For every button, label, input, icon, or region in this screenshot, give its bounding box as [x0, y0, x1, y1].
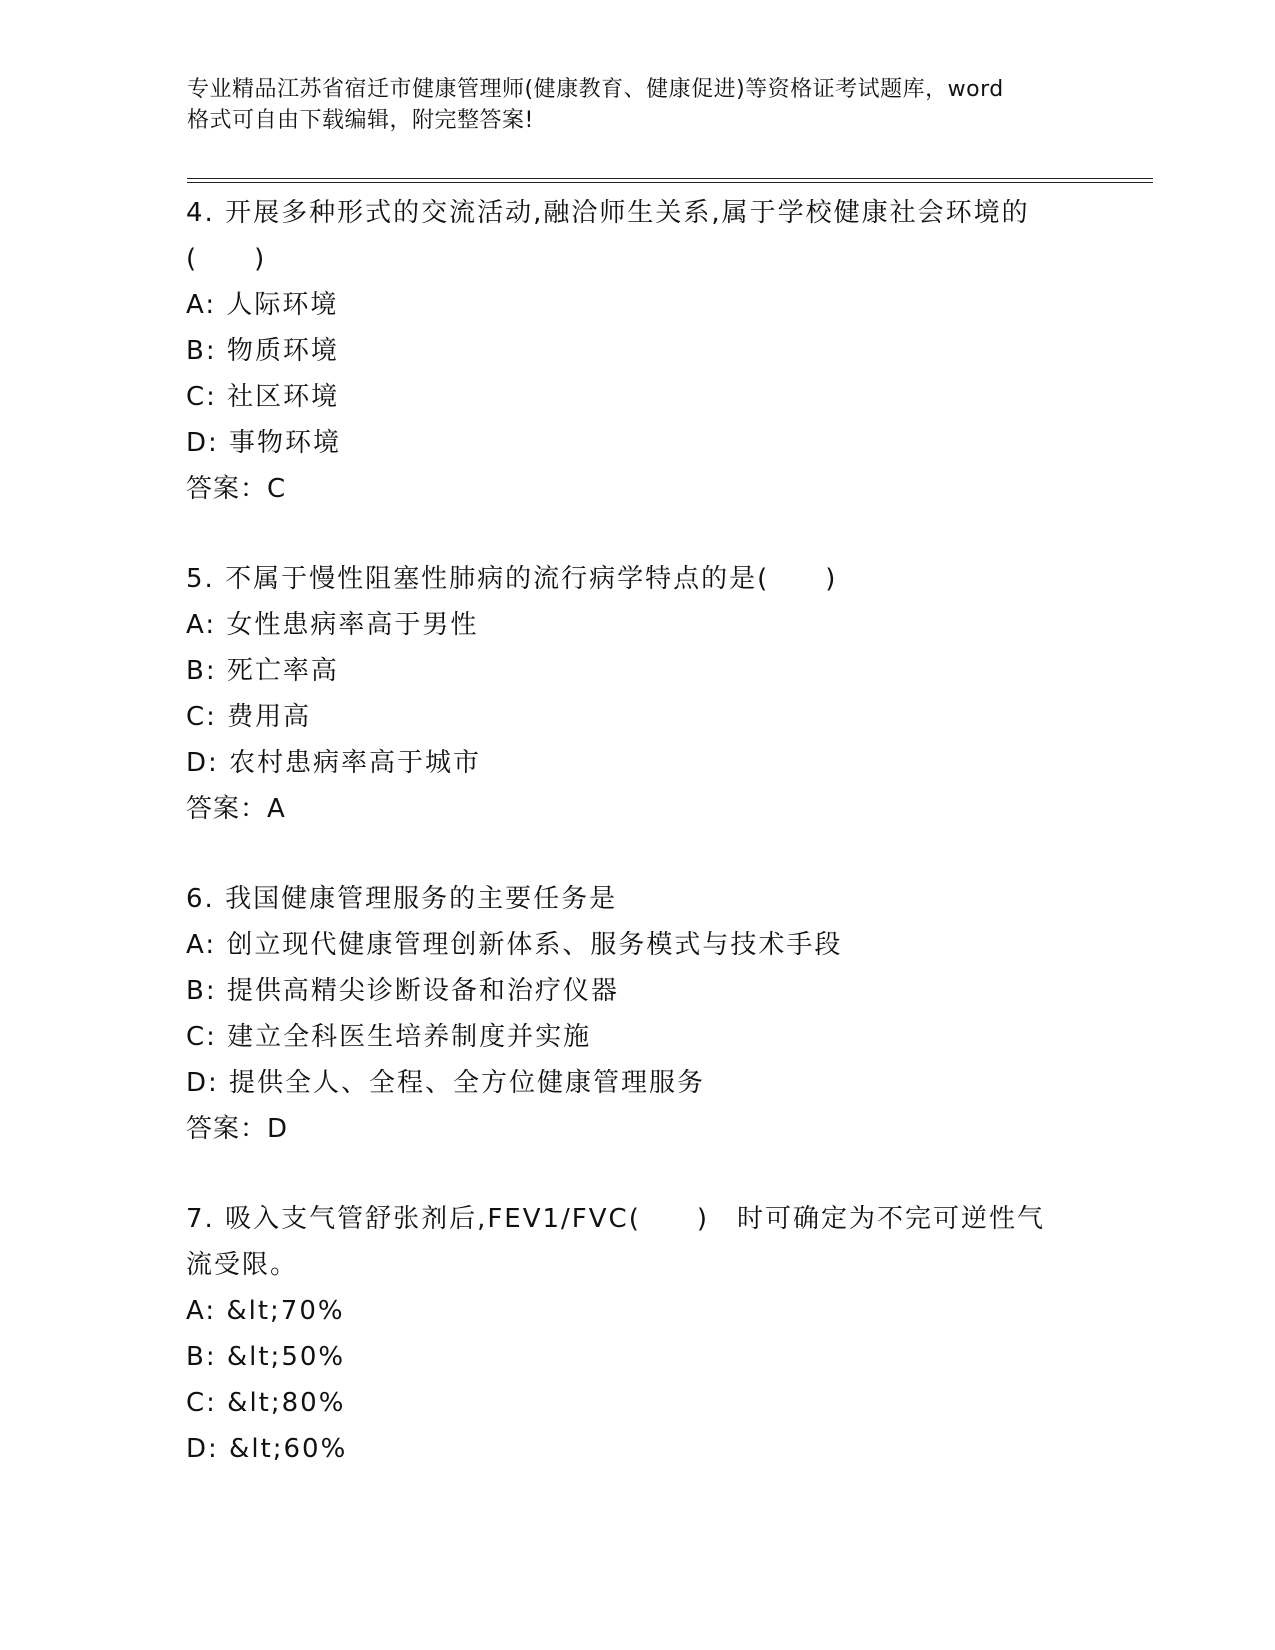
option-d: D: 提供全人、全程、全方位健康管理服务	[186, 1068, 706, 1098]
question-list	[186, 190, 1106, 1516]
option-d: D: 事物环境	[186, 428, 342, 458]
header-line-1: 专业精品江苏省宿迁市健康管理师(健康教育、健康促进)等资格证考试题库，word	[187, 77, 1004, 102]
option-c: C: 费用高	[186, 702, 312, 732]
question-stem: ( )	[186, 244, 267, 274]
answer-text: 答案：D	[186, 1114, 289, 1144]
option-d: D: 农村患病率高于城市	[186, 748, 482, 778]
question-6	[186, 876, 1106, 1152]
answer-text: 答案：C	[186, 474, 287, 504]
question-stem: 5. 不属于慢性阻塞性肺病的流行病学特点的是( )	[186, 564, 838, 594]
option-b: B: &lt;50%	[186, 1342, 346, 1372]
option-a: A: 创立现代健康管理创新体系、服务模式与技术手段	[186, 930, 843, 960]
option-c: C: 社区环境	[186, 382, 340, 412]
header-divider-bottom	[187, 182, 1153, 183]
option-c: C: &lt;80%	[186, 1388, 346, 1418]
option-b: B: 死亡率高	[186, 656, 339, 686]
question-stem: 流受限。	[186, 1250, 299, 1280]
question-stem: 6. 我国健康管理服务的主要任务是	[186, 884, 618, 914]
option-a: A: 人际环境	[186, 290, 339, 320]
option-c: C: 建立全科医生培养制度并实施	[186, 1022, 592, 1052]
option-a: A: &lt;70%	[186, 1296, 345, 1326]
question-stem: 7. 吸入支气管舒张剂后,FEV1/FVC( ) 时可确定为不完可逆性气	[186, 1204, 1045, 1234]
header-line-2: 格式可自由下载编辑，附完整答案!	[187, 108, 534, 133]
header-divider-top	[187, 178, 1153, 179]
option-a: A: 女性患病率高于男性	[186, 610, 479, 640]
answer-text: 答案：A	[186, 794, 286, 824]
question-7	[186, 1196, 1106, 1472]
question-5	[186, 556, 1106, 832]
question-4	[186, 190, 1106, 512]
document-header	[187, 74, 1087, 136]
option-b: B: 物质环境	[186, 336, 339, 366]
question-stem: 4. 开展多种形式的交流活动,融洽师生关系,属于学校健康社会环境的	[186, 198, 1030, 228]
option-b: B: 提供高精尖诊断设备和治疗仪器	[186, 976, 619, 1006]
option-d: D: &lt;60%	[186, 1434, 348, 1464]
